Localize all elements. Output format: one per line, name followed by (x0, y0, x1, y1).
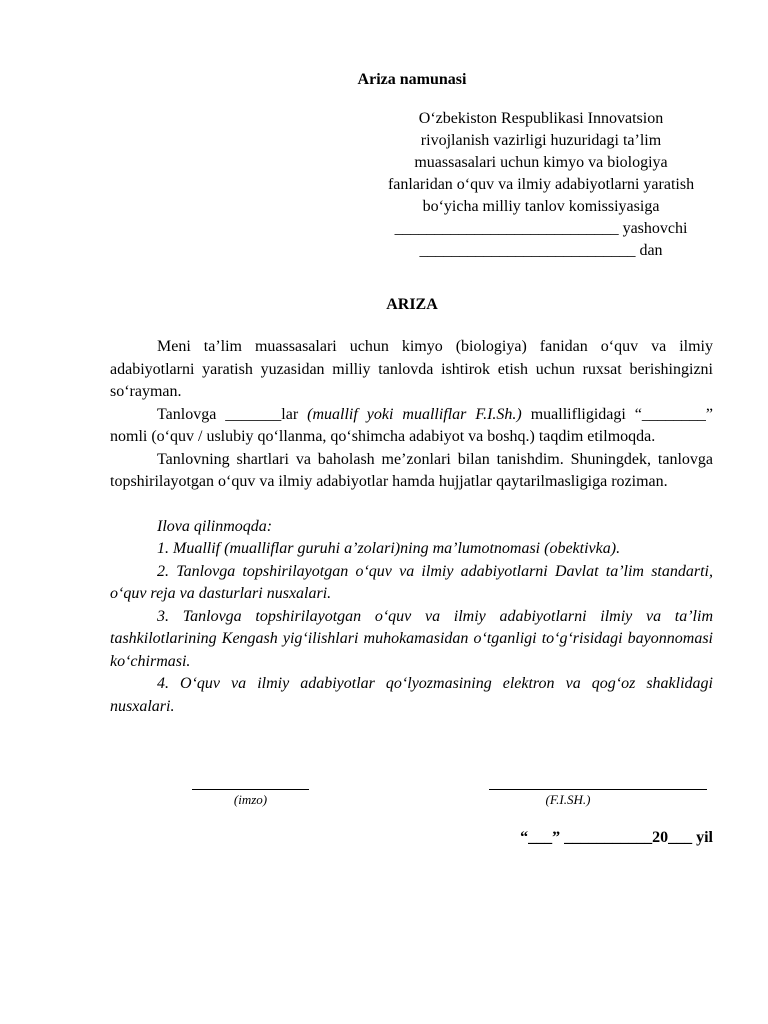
document-title: ARIZA (386, 296, 438, 313)
addressee-line: bo‘yicha milliy tanlov komissiyasiga (422, 198, 660, 215)
attachment-item: 2. Tanlovga topshirilayotgan o‘quv va ilmiy adabiyotlarni Davlat ta’lim standarti, o‘quv reja va dasturlari nusxalari. (110, 562, 713, 602)
name-label: (F.I.SH.) (545, 792, 591, 807)
addressee-line: muassasalari uchun kimyo va biologiya (414, 154, 668, 171)
addressee-from-line: ___________________________ dan (419, 242, 663, 259)
attachment-item: 4. O‘quv va ilmiy adabiyotlar qo‘lyozmasining elektron va qog‘oz shaklidagi nusxalari. (110, 675, 713, 715)
author-note: (muallif yoki mualliflar F.I.Sh.) (307, 405, 522, 423)
signature-label: (imzo) (233, 792, 268, 807)
addressee-line: rivojlanish vazirligi huzuridagi ta’lim (420, 132, 662, 149)
paragraph-request: Meni ta’lim muassasalari uchun kimyo (biologiya) fanidan o‘quv va ilmiy adabiyotlarni yaratish yuzasidan milliy tanlovda ishtirok etish uchun ruxsat berishingizni so‘rayman. (110, 338, 713, 400)
paragraph-submission (110, 404, 713, 449)
sample-title: Ariza namunasi (357, 71, 467, 88)
attachment-item: 3. Tanlovga topshirilayotgan o‘quv va ilmiy adabiyotlarni ilmiy va ta’lim tashkilotlarining Kengash yig‘ilishlari muhokamasidan o‘tganligi to‘g‘risidagi bayonnomasi ko‘chirmasi. (110, 607, 713, 670)
addressee-line: fanlaridan o‘quv va ilmiy adabiyotlarni yaratish (387, 176, 695, 193)
paragraph-submission-start: Tanlovga _______lar (157, 405, 308, 423)
date-line: “___” ___________20___ yil (520, 829, 713, 846)
name-line (489, 789, 707, 790)
attachments-title: Ilova qilinmoqda: (157, 517, 273, 535)
attachment-item: 1. Muallif (mualliflar guruhi a’zolari)ning ma’lumotnomasi (obektivka). (157, 540, 621, 557)
paragraph-submission-end: mualliflig‌idagi “________” nomli (o‘quv / uslubiy qo‘llanma, qo‘shimcha adabiyot va boshq.) taqdim etilmoqda. (110, 405, 714, 445)
document-body (110, 336, 713, 718)
addressee-line: O‘zbekiston Respublikasi Innovatsion (418, 110, 664, 127)
addressee-residence-line: ____________________________ yashovchi (394, 220, 688, 237)
paragraph-agreement: Tanlovning shartlari va baholash me’zonlari bilan tanishdim. Shuningdek, tanlovga topshirilayotgan o‘quv va ilmiy adabiyotlar hamda hujjatlar qaytarilmasligiga roziman. (110, 450, 713, 490)
signature-line (192, 789, 309, 790)
addressee-block (364, 108, 718, 262)
